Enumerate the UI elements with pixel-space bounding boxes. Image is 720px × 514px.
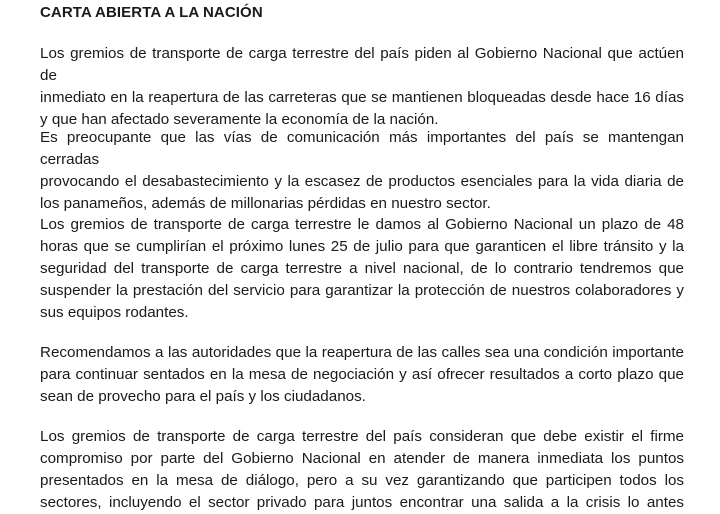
- paragraph-line: los panameños, además de millonarias pérdidas en nuestro sector.: [40, 195, 491, 212]
- paragraph-line: y que han afectado severamente la economía de la nación.: [40, 111, 439, 128]
- paragraph-3: [40, 214, 684, 324]
- paragraph-line: Los gremios de transporte de carga terrestre le damos al Gobierno Nacional un plazo de 48: [40, 216, 684, 233]
- paragraph-line: Es preocupante que las vías de comunicación más importantes del país se mantengan cerradas: [40, 129, 684, 168]
- paragraph-line: Los gremios de transporte de carga terrestre del país piden al Gobierno Nacional que actúen de: [40, 45, 684, 84]
- paragraph-line: horas que se cumplirían el próximo lunes 25 de julio para que garanticen el libre tránsito y la: [40, 238, 684, 255]
- paragraph-line: compromiso por parte del Gobierno Nacional en atender de manera inmediata los puntos: [40, 450, 684, 467]
- letter-title: CARTA ABIERTA A LA NACIÓN: [40, 4, 263, 21]
- paragraph-line: inmediato en la reapertura de las carreteras que se mantienen bloqueadas desde hace 16 días: [40, 89, 684, 106]
- paragraph-line: seguridad del transporte de carga terrestre a nivel nacional, de lo contrario tendremos que: [40, 260, 684, 277]
- paragraph-1: [40, 43, 684, 131]
- paragraph-line: sean de provecho para el país y los ciudadanos.: [40, 388, 366, 405]
- paragraph-4: [40, 342, 684, 408]
- paragraph-line: Recomendamos a las autoridades que la reapertura de las calles sea una condición importante: [40, 344, 684, 361]
- paragraph-2: [40, 127, 684, 215]
- paragraph-line: para continuar sentados en la mesa de negociación y así ofrecer resultados a corto plazo que: [40, 366, 684, 383]
- paragraph-line: presentados en la mesa de diálogo, pero a su vez garantizando que participen todos los: [40, 472, 684, 489]
- paragraph-5: [40, 426, 684, 514]
- paragraph-line: sectores, incluyendo el sector privado para juntos encontrar una salida a la crisis lo antes: [40, 494, 684, 511]
- paragraph-line: Los gremios de transporte de carga terrestre del país consideran que debe existir el firme: [40, 428, 684, 445]
- paragraph-line: suspender la prestación del servicio para garantizar la protección de nuestros colaboradores y: [40, 282, 684, 299]
- paragraph-line: provocando el desabastecimiento y la escasez de productos esenciales para la vida diaria de: [40, 173, 684, 190]
- paragraph-line: sus equipos rodantes.: [40, 304, 189, 321]
